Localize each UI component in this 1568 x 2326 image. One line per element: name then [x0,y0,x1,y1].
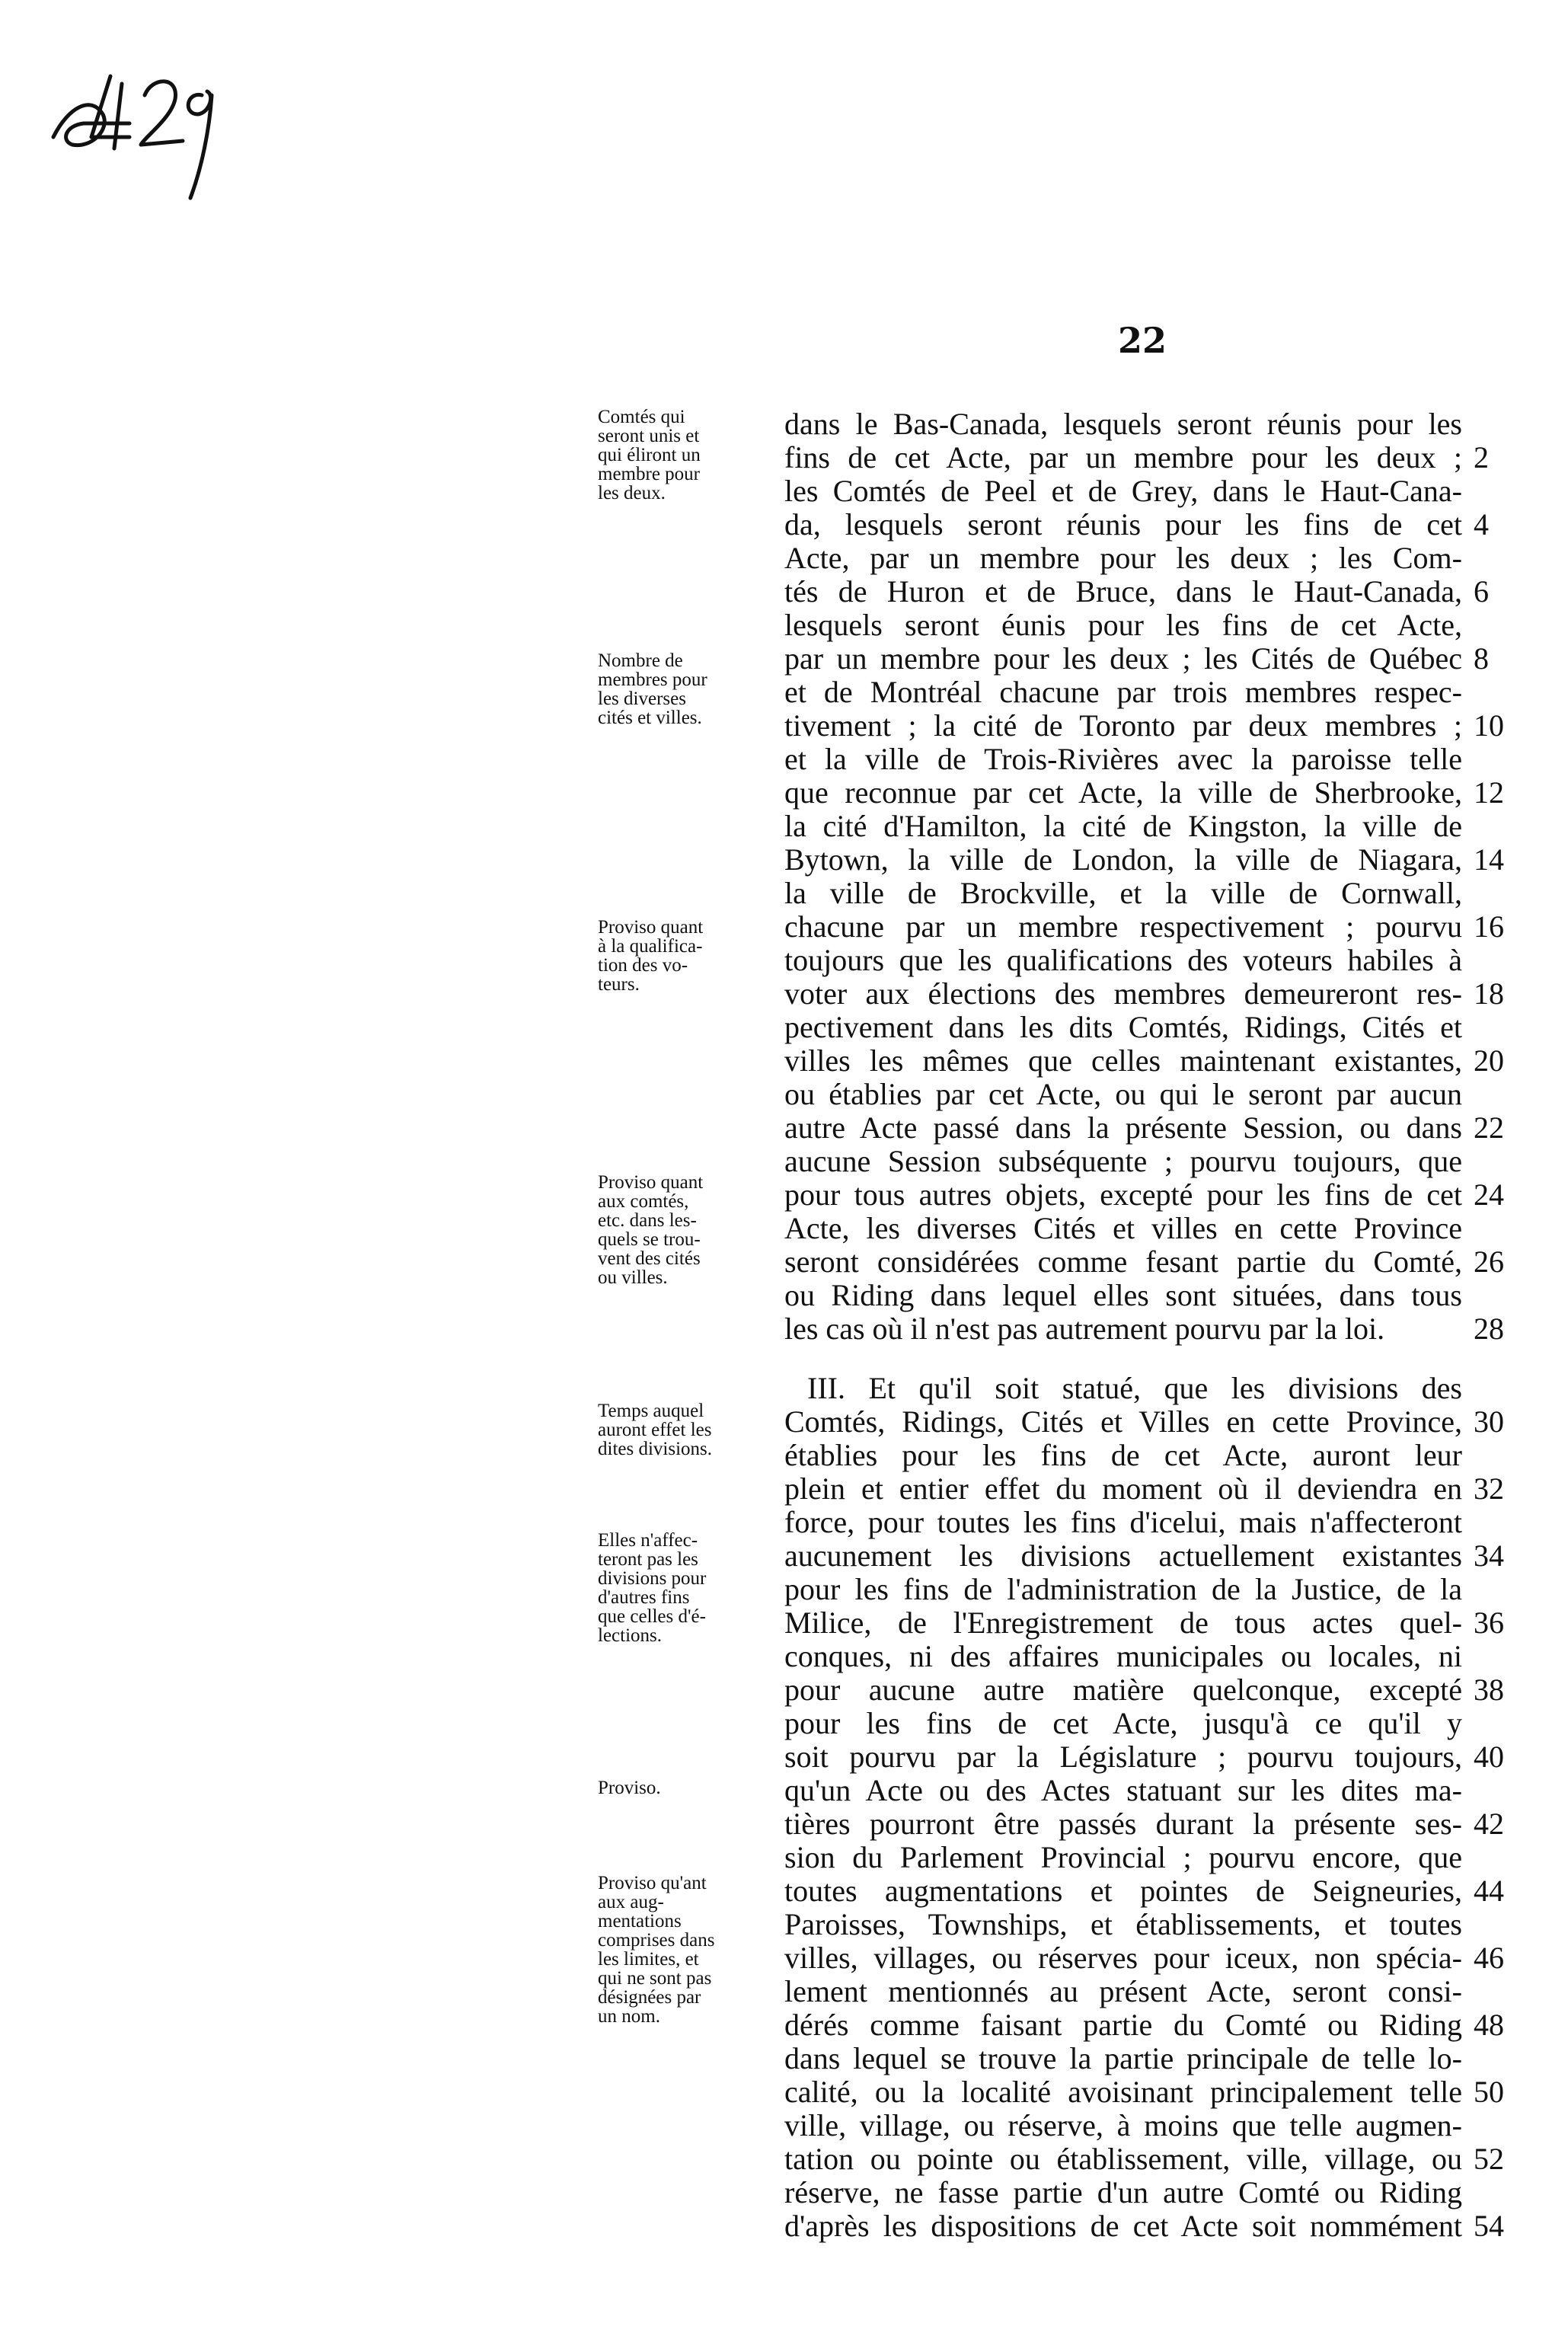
text-line: les cas où il n'est pas autrement pourvu par la loi. [784,1312,1385,1346]
text-line: pour les fins de l'administration de la Justice, de la [784,1572,1462,1606]
text-line: calité, ou la localité avoisinant principalement telle [784,2075,1462,2109]
line-number: 20 [1474,1043,1504,1078]
margin-note-line: à la qualifica- [598,936,703,957]
margin-note-line: aux comtés, [598,1191,689,1212]
handwritten-folio-number [38,23,236,213]
text-line: villes, villages, ou réserves pour iceux, non spécia- [784,1941,1462,1975]
line-number: 26 [1474,1244,1504,1279]
line-number: 40 [1474,1740,1504,1774]
margin-note-line: aux aug- [598,1892,664,1912]
margin-note-line: Proviso quant [598,917,704,938]
margin-note-line: ou villes. [598,1267,668,1288]
margin-note-line: les deux. [598,483,666,503]
margin-note-line: vent des cités [598,1248,701,1269]
margin-note-line: qui éliront un [598,445,701,465]
margin-note-line: désignées par [598,1987,701,2008]
margin-note-line: comprises dans [598,1930,715,1951]
page-number: 22 [1117,320,1167,361]
line-number: 12 [1474,775,1504,810]
text-line: da, lesquels seront réunis pour les fins de cet [784,507,1462,542]
margin-note-line: cités et villes. [598,708,702,728]
line-number: 22 [1474,1110,1504,1145]
text-line: lesquels seront éunis pour les fins de cet Acte, [784,608,1462,642]
text-line: III. Et qu'il soit statué, que les divisions des [807,1371,1462,1405]
text-line: Acte, par un membre pour les deux ; les Com- [784,541,1462,575]
line-number: 48 [1474,2008,1504,2042]
margin-note-line: les diverses [598,689,686,709]
margin-note-line: lections. [598,1625,663,1646]
line-number: 10 [1474,708,1504,743]
text-line: lement mentionnés au présent Acte, seront consi- [784,1974,1462,2008]
margin-note-line: membre pour [598,464,700,484]
text-line: conques, ni des affaires municipales ou locales, ni [784,1639,1462,1673]
text-line: tés de Huron et de Bruce, dans le Haut-Canada, [784,574,1462,609]
text-line: pectivement dans les dits Comtés, Ridings, Cités et [784,1010,1462,1044]
margin-note [598,1401,773,1459]
margin-note-line: tion des vo- [598,955,688,976]
margin-note-line: d'autres fins [598,1587,690,1608]
line-number: 2 [1474,440,1489,474]
text-line: par un membre pour les deux ; les Cités de Québec [784,641,1462,676]
margin-note-line: Proviso qu'ant [598,1873,707,1893]
text-line: d'après les dispositions de cet Acte soit nommément [784,2209,1462,2243]
text-line: aucunement les divisions actuellement existantes [784,1538,1462,1573]
text-line: toutes augmentations et pointes de Seigneuries, [784,1874,1462,1908]
text-line: soit pourvu par la Législature ; pourvu toujours, [784,1740,1462,1774]
margin-note-line: Comtés qui [598,407,685,427]
text-line: réserve, ne fasse partie d'un autre Comté ou Riding [784,2175,1462,2209]
margin-note-line: divisions pour [598,1568,707,1589]
text-line: sion du Parlement Provincial ; pourvu encore, que [784,1840,1462,1874]
line-number: 28 [1474,1312,1504,1346]
line-number: 4 [1474,507,1489,542]
margin-note [598,1531,773,1645]
margin-note-line: Temps auquel [598,1401,704,1421]
text-line: dérés comme faisant partie du Comté ou Riding [784,2008,1462,2042]
margin-note-line: qui ne sont pas [598,1968,712,1989]
margin-note-line: Nombre de [598,650,683,671]
margin-note-line: auront effet les [598,1420,712,1440]
text-line: Paroisses, Townships, et établissements, et toutes [784,1907,1462,1941]
line-number: 34 [1474,1538,1504,1573]
margin-note-line: Elles n'affec- [598,1530,698,1551]
text-line: tières pourront être passés durant la présente ses- [784,1807,1462,1841]
line-number: 36 [1474,1606,1504,1640]
text-line: chacune par un membre respectivement ; pourvu [784,909,1462,944]
text-line: dans le Bas-Canada, lesquels seront réunis pour les [784,407,1462,441]
text-line: pour tous autres objets, excepté pour les fins de cet [784,1177,1462,1212]
text-line: fins de cet Acte, par un membre pour les deux ; [784,440,1462,474]
line-number: 54 [1474,2209,1504,2243]
text-line: et de Montréal chacune par trois membres respec- [784,675,1462,709]
text-line: et la ville de Trois-Rivières avec la paroisse telle [784,742,1462,776]
text-line: ou établies par cet Acte, ou qui le seront par aucun [784,1077,1462,1111]
text-line: dans lequel se trouve la partie principale de telle lo- [784,2041,1462,2075]
text-line: seront considérées comme fesant partie du Comté, [784,1244,1462,1279]
margin-note-line: un nom. [598,2006,660,2027]
line-number: 42 [1474,1807,1504,1841]
margin-note [598,918,773,994]
line-number: 16 [1474,909,1504,944]
text-line: ville, village, ou réserve, à moins que telle augmen- [784,2108,1462,2142]
line-number: 6 [1474,574,1489,609]
text-line: établies pour les fins de cet Acte, auront leur [784,1438,1462,1472]
text-line: les Comtés de Peel et de Grey, dans le Haut-Cana- [784,474,1462,508]
line-number: 50 [1474,2075,1504,2109]
line-number: 18 [1474,976,1504,1011]
text-line: la cité d'Hamilton, la cité de Kingston, la ville de [784,809,1462,843]
margin-note-line: les limites, et [598,1949,699,1970]
line-number: 46 [1474,1941,1504,1975]
text-line: toujours que les qualifications des voteurs habiles à [784,943,1462,977]
line-number: 44 [1474,1874,1504,1908]
margin-note-line: dites divisions. [598,1439,713,1459]
margin-note-line: etc. dans les- [598,1210,697,1231]
text-line: qu'un Acte ou des Actes statuant sur les dites ma- [784,1773,1462,1807]
text-line: pour aucune autre matière quelconque, excepté [784,1673,1462,1707]
line-number: 30 [1474,1404,1504,1439]
margin-note-line: teurs. [598,974,640,995]
line-number: 38 [1474,1673,1504,1707]
text-line: pour les fins de cet Acte, jusqu'à ce qu'il y [784,1706,1462,1740]
margin-note-line: seront unis et [598,426,700,446]
margin-note-line: Proviso quant [598,1172,704,1193]
line-number: 14 [1474,842,1504,877]
margin-note [598,1778,773,1797]
text-line: Comtés, Ridings, Cités et Villes en cette Province, [784,1404,1462,1439]
text-line: voter aux élections des membres demeureront res- [784,976,1462,1011]
margin-note [598,651,773,727]
margin-note-line: Proviso. [598,1778,661,1798]
line-number: 52 [1474,2142,1504,2176]
line-number: 32 [1474,1471,1504,1506]
text-line: Bytown, la ville de London, la ville de Niagara, [784,842,1462,877]
text-line: force, pour toutes les fins d'icelui, mais n'affecteront [784,1505,1462,1539]
text-line: que reconnue par cet Acte, la ville de Sherbrooke, [784,775,1462,810]
text-line: plein et entier effet du moment où il deviendra en [784,1471,1462,1506]
margin-note [598,1173,773,1287]
text-line: ou Riding dans lequel elles sont situées, dans tous [784,1278,1462,1312]
margin-note-line: quels se trou- [598,1229,701,1250]
margin-note [598,1874,773,2026]
text-line: tivement ; la cité de Toronto par deux membres ; [784,708,1462,743]
margin-note-line: membres pour [598,669,707,690]
line-number: 8 [1474,641,1489,676]
text-line: aucune Session subséquente ; pourvu toujours, que [784,1144,1462,1178]
line-number: 24 [1474,1177,1504,1212]
margin-note-line: teront pas les [598,1549,698,1570]
text-line: Acte, les diverses Cités et villes en cette Province [784,1211,1462,1245]
text-line: villes les mêmes que celles maintenant existantes, [784,1043,1462,1078]
text-line: autre Acte passé dans la présente Session, ou dans [784,1110,1462,1145]
margin-note [598,407,773,503]
text-line: tation ou pointe ou établissement, ville, village, ou [784,2142,1462,2176]
text-line: la ville de Brockville, et la ville de Cornwall, [784,876,1462,910]
text-line: Milice, de l'Enregistrement de tous actes quel- [784,1606,1462,1640]
margin-note-line: mentations [598,1911,682,1931]
margin-note-line: que celles d'é- [598,1606,706,1627]
